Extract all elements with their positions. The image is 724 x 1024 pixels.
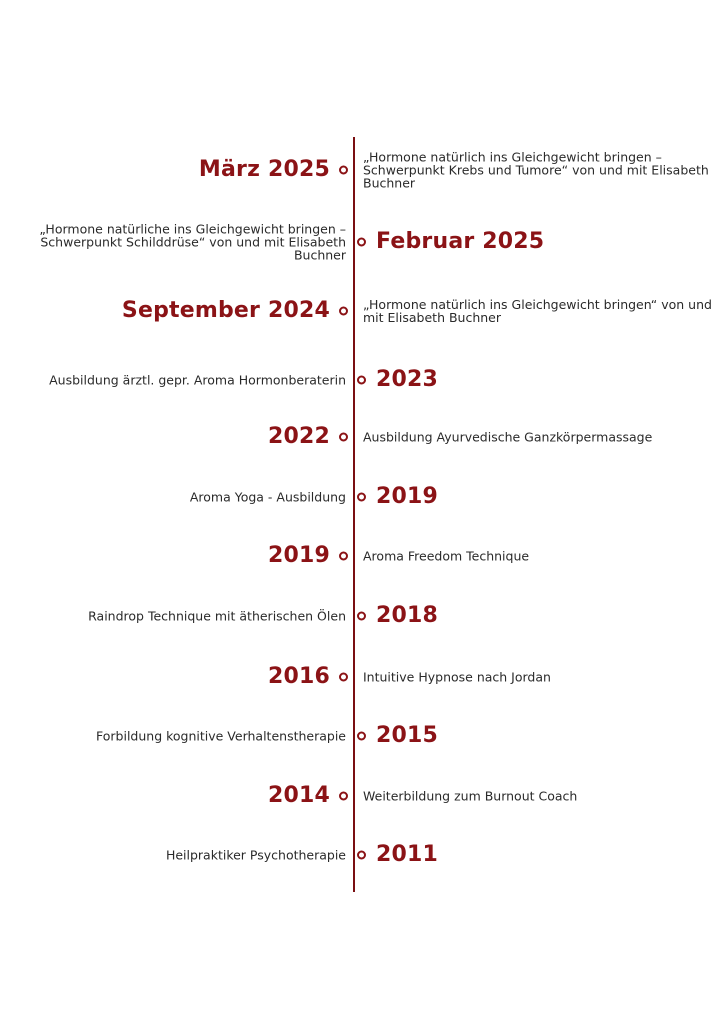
timeline-description: Aroma Freedom Technique	[363, 548, 530, 564]
timeline-year: 2023	[376, 367, 439, 392]
timeline-description: „Hormone natürlich ins Gleichgewicht bringen – Schwerpunkt Krebs und Tumore“ von und mit Elisabeth Buchner	[363, 149, 709, 191]
timeline-dot-icon	[357, 612, 366, 621]
timeline-entry	[0, 783, 724, 808]
timeline-description: Ausbildung ärztl. gepr. Aroma Hormonberaterin	[49, 372, 346, 388]
timeline-line	[353, 137, 355, 892]
timeline-dot-icon	[357, 238, 366, 247]
timeline-year: März 2025	[198, 157, 330, 182]
timeline-year: 2019	[376, 484, 439, 509]
timeline-entry	[0, 842, 724, 867]
timeline-year: Februar 2025	[376, 229, 545, 254]
timeline-entry	[0, 603, 724, 628]
timeline-description: Intuitive Hypnose nach Jordan	[363, 669, 551, 685]
timeline-description: Heilpraktiker Psychotherapie	[165, 847, 346, 863]
timeline-description: „Hormone natürlich ins Gleichgewicht bringen“ von und mit Elisabeth Buchner	[363, 297, 712, 325]
timeline-dot-icon	[339, 166, 348, 175]
timeline-dot-icon	[357, 851, 366, 860]
timeline-description: Raindrop Technique mit ätherischen Ölen	[88, 608, 346, 624]
timeline-year: 2014	[267, 783, 330, 808]
timeline-entry	[0, 424, 724, 449]
timeline-entry	[0, 297, 724, 325]
timeline-description: „Hormone natürliche ins Gleichgewicht bringen – Schwerpunkt Schilddrüse“ von und mit Elisabeth Buchner	[39, 221, 346, 263]
timeline-year: 2022	[267, 424, 330, 449]
timeline-description: Aroma Yoga - Ausbildung	[189, 489, 346, 505]
timeline-entry	[0, 221, 724, 263]
timeline-entry	[0, 723, 724, 748]
timeline-dot-icon	[339, 307, 348, 316]
timeline-description: Forbildung kognitive Verhaltenstherapie	[96, 728, 346, 744]
timeline-description: Weiterbildung zum Burnout Coach	[363, 788, 578, 804]
timeline-year: 2011	[376, 842, 439, 867]
timeline-entry	[0, 367, 724, 392]
timeline-year: 2015	[376, 723, 439, 748]
timeline-dot-icon	[357, 732, 366, 741]
timeline-dot-icon	[339, 673, 348, 682]
timeline-year: 2016	[267, 664, 330, 689]
timeline-year: 2018	[376, 603, 439, 628]
timeline-entry	[0, 543, 724, 568]
timeline-dot-icon	[339, 552, 348, 561]
timeline-entry	[0, 484, 724, 509]
timeline-description: Ausbildung Ayurvedische Ganzkörpermassage	[363, 429, 653, 445]
timeline-dot-icon	[339, 792, 348, 801]
timeline-year: 2019	[267, 543, 330, 568]
timeline-dot-icon	[339, 433, 348, 442]
timeline-entry	[0, 664, 724, 689]
timeline-entry	[0, 149, 724, 191]
timeline-year: September 2024	[121, 298, 330, 323]
timeline-dot-icon	[357, 376, 366, 385]
timeline-dot-icon	[357, 493, 366, 502]
